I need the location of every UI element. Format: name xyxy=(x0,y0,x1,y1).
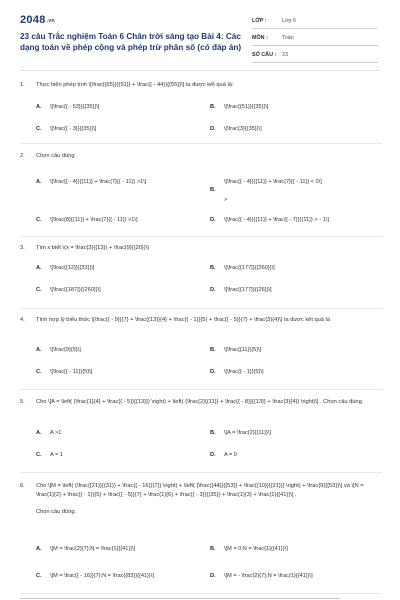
option-letter: B. xyxy=(210,347,216,353)
option-d[interactable] xyxy=(210,572,313,580)
question-text xyxy=(20,309,376,325)
option-text: \[\frac{{51}}{{35}}\] xyxy=(224,104,269,110)
option-text: \[A = \frac{2}{{11}}\] xyxy=(224,430,272,436)
next-question-cutoff xyxy=(20,596,380,600)
option-text: \[\frac{{ - 11}}{5}\] xyxy=(50,369,93,375)
option-text: \[\frac{{12}}{{33}}\] xyxy=(50,265,95,271)
meta-label: SỐ CÂU : xyxy=(252,52,277,58)
question-number: 3. xyxy=(20,245,25,251)
question-item xyxy=(20,76,382,144)
option-letter: B. xyxy=(210,546,216,552)
question-text xyxy=(20,237,382,253)
question-body: Tính hợp lý biểu thức \[\frac{{ - 9}}{7} + \frac{{13}}{4} + \frac{{ - 1}}{5} + \frac{{ - 5}}{7} + \frac{3}{4}\] ta được kết quả là xyxy=(36,317,330,323)
option-text: A = 1 xyxy=(50,452,63,458)
question-list xyxy=(20,76,382,594)
meta-label: MÔN : xyxy=(252,35,268,41)
option-text: \[\frac{{ - 3}}{{35}}\] xyxy=(50,126,97,132)
option-text: A = 0 xyxy=(224,452,237,458)
meta-value: 23 xyxy=(282,52,288,58)
option-text: \[\frac{{177}}{{260}}\] xyxy=(224,265,275,271)
question-body: Tìm x biết \(x = \frac{3}{{13}} + \frac{9}{{20}}\) xyxy=(36,245,150,251)
option-letter: A. xyxy=(36,104,42,110)
question-text xyxy=(20,390,376,407)
question-number: 6. xyxy=(20,483,25,489)
question-text xyxy=(20,144,382,161)
meta-value: Lớp 6 xyxy=(282,18,297,24)
meta-panel xyxy=(252,14,378,65)
option-letter: B. xyxy=(210,187,216,193)
option-text: \[\frac{{ - 4}}{{11}} + \frac{7}{{ - 11}} < 0\] xyxy=(224,179,322,185)
option-letter: D. xyxy=(210,369,216,375)
question-item xyxy=(20,309,382,390)
question-text xyxy=(20,76,382,90)
question-body: Cho \[M = \left( {\frac{{21}}{{31}} + \frac{{ - 16}}{7}} \right) + \left( {\frac{{44}}{{53}} + \frac{{10}}{{31}}} \right) + \frac{9}{{53}}\] và \[N = \frac{1}{2} + \frac{{ - 1}}{5} + \frac{{ - 5}}{7} + \frac{1}{6} + \frac{{ - 3}}{{35}} + \frac{1}{3} + \frac{1}{{41}}\] . xyxy=(36,483,364,498)
meta-row-subject xyxy=(252,31,378,46)
option-text: \[\frac{{177}}{{26}}\] xyxy=(224,287,272,293)
question-number: 1. xyxy=(20,82,25,88)
option-c[interactable] xyxy=(36,216,206,224)
option-letter: C. xyxy=(36,126,42,132)
option-d[interactable] xyxy=(210,368,264,376)
option-d[interactable] xyxy=(210,286,272,294)
option-a[interactable] xyxy=(36,103,99,111)
option-text: \[\frac{{187}}{{260}}\] xyxy=(50,287,101,293)
option-letter: C. xyxy=(36,287,42,293)
question-body: Thực hiện phép tính \[\frac{{65}}{{91}} + \frac{{ - 44}}{{55}}\] ta được kết quả là: xyxy=(36,82,234,88)
option-a[interactable] xyxy=(36,545,135,553)
meta-row-count xyxy=(252,48,378,63)
option-letter: B. xyxy=(210,265,216,271)
option-a[interactable] xyxy=(36,346,81,354)
logo-main: 2048 xyxy=(20,14,46,26)
option-a[interactable] xyxy=(36,429,61,437)
option-d[interactable] xyxy=(210,451,237,459)
option-letter: D. xyxy=(210,217,216,223)
option-letter: A. xyxy=(36,265,42,271)
question-subtext: Chọn câu đúng. xyxy=(36,509,77,515)
page-title: 23 câu Trắc nghiệm Toán 6 Chân trời sáng tạo Bài 4: Các dạng toán về phép cộng và phép trừ phân số (có đáp án) xyxy=(20,32,242,52)
option-text: \[M = - \frac{2}{7};N = \frac{1}{{41}}\] xyxy=(224,573,313,579)
question-item xyxy=(20,390,382,473)
question-number: 2. xyxy=(20,153,25,159)
option-b-extra: > xyxy=(224,197,228,203)
option-text: \[M = \frac{2}{7};N = \frac{1}{{41}}\] xyxy=(50,546,136,552)
option-d[interactable] xyxy=(210,216,382,224)
option-text: \[\frac{{ - 4}}{{11}} + \frac{7}{{ - 11}} >1\] xyxy=(50,179,147,185)
question-number: 4. xyxy=(20,317,25,323)
option-letter: D. xyxy=(210,452,216,458)
option-a[interactable] xyxy=(36,264,95,272)
option-b[interactable] xyxy=(210,429,271,437)
option-letter: A. xyxy=(36,179,42,185)
option-text: \[\frac{8}{{11}} + \frac{7}{{ - 11}} >1\] xyxy=(50,217,138,223)
option-text: \[\frac{3}{{35}}\] xyxy=(224,126,262,132)
option-text: \[M = 0;N = \frac{1}{{41}}\] xyxy=(224,546,288,552)
header-divider xyxy=(20,70,380,71)
question-number: 5. xyxy=(20,399,25,405)
option-letter: D. xyxy=(210,573,216,579)
option-c[interactable] xyxy=(36,125,96,133)
question-text xyxy=(20,473,382,500)
option-c[interactable] xyxy=(36,286,101,294)
option-letter: C. xyxy=(36,217,42,223)
option-text: \[\frac{9}{5}\] xyxy=(50,347,81,353)
option-text: \[\frac{{ - 53}}{{35}}\] xyxy=(50,104,100,110)
option-letter: B. xyxy=(210,430,216,436)
question-item xyxy=(20,144,382,237)
option-letter: C. xyxy=(36,452,42,458)
option-c[interactable] xyxy=(36,451,63,459)
question-body: Cho \[A = \left( {\frac{1}{4} + \frac{{ - 5}}{{13}}} \right) + \left( {\frac{2}{{11}} + \frac{{ - 8}}{{13}} + \frac{3}{4}} \right)\] . Chọn câu đúng. xyxy=(36,399,364,405)
question-item xyxy=(20,237,382,309)
site-logo[interactable] xyxy=(20,14,55,26)
cutoff-line xyxy=(20,598,340,599)
option-letter: B. xyxy=(210,104,216,110)
option-c[interactable] xyxy=(36,368,92,376)
option-text: \[\frac{{ - 1}}{5}\] xyxy=(224,369,264,375)
logo-suffix: .vn xyxy=(46,18,55,24)
option-letter: D. xyxy=(210,126,216,132)
meta-row-class xyxy=(252,14,378,29)
option-text: \[M = \frac{{ - 16}}{7};N = \frac{{83}}{{41}}\] xyxy=(50,573,154,579)
question-item xyxy=(20,473,382,594)
option-text: \[\frac{{ - 4}}{{11}} + \frac{{ - 7}}{{11}} > - 1\] xyxy=(224,217,329,223)
option-letter: A. xyxy=(36,347,42,353)
option-letter: A. xyxy=(36,546,42,552)
option-b[interactable] xyxy=(210,103,269,111)
option-text: A >1 xyxy=(50,430,62,436)
option-b[interactable] xyxy=(210,264,275,272)
option-letter: C. xyxy=(36,369,42,375)
option-a[interactable] xyxy=(36,178,206,186)
option-text: \[\frac{{11}}{5}\] xyxy=(224,347,262,353)
option-c[interactable] xyxy=(36,572,154,580)
question-body: Chọn câu đúng xyxy=(36,153,75,159)
option-b[interactable] xyxy=(210,545,288,553)
option-d[interactable] xyxy=(210,125,262,133)
option-letter: A. xyxy=(36,430,42,436)
meta-label: LỚP : xyxy=(252,18,267,24)
option-b[interactable] xyxy=(210,178,382,194)
page-header xyxy=(0,0,400,64)
meta-value: Toán xyxy=(282,35,294,41)
option-letter: C. xyxy=(36,573,42,579)
option-letter: D. xyxy=(210,287,216,293)
option-b[interactable] xyxy=(210,346,261,354)
